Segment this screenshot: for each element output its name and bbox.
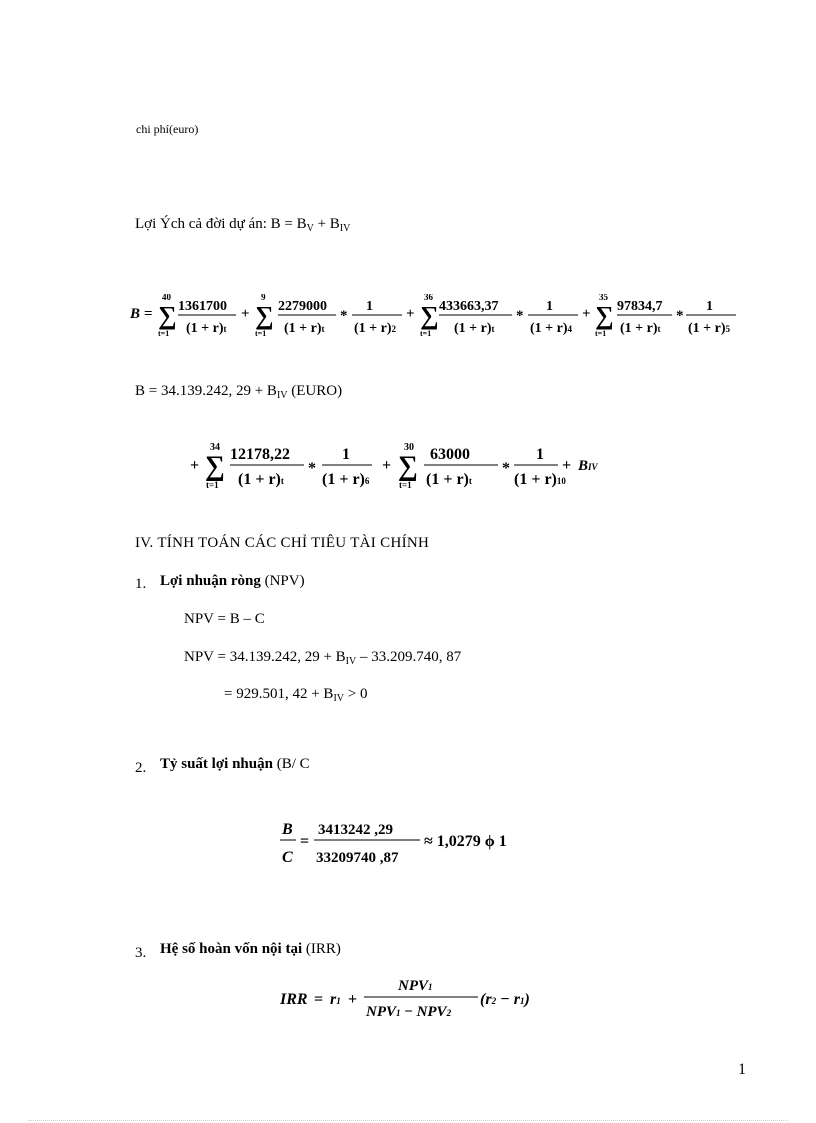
fraction-num: 433663,37: [439, 299, 499, 314]
npv-line: [224, 686, 367, 704]
plus-sign: +: [241, 306, 250, 322]
irr-formula: [278, 972, 558, 1024]
b-iv-term: BIV: [578, 458, 598, 474]
npv-rest: – 33.209.740, 87: [356, 649, 462, 665]
fraction-num: 1: [536, 446, 544, 463]
sum-lower: t=1: [595, 329, 607, 338]
list-item: [135, 760, 146, 777]
plus-sign: +: [348, 991, 358, 1008]
equals-sign: =: [300, 833, 310, 850]
irr-lhs: IRR: [280, 991, 308, 1008]
fraction-den: (1 + r)t: [454, 321, 495, 336]
sum-upper: 9: [261, 294, 266, 302]
item-suffix: (NPV): [260, 573, 305, 589]
formula-b: [128, 294, 768, 346]
footer-rule: [28, 1120, 788, 1121]
bc-result: ≈ 1,0279 ϕ 1: [424, 833, 507, 850]
sum-lower: t=1: [255, 329, 267, 338]
bc-lhs-num: B: [282, 821, 293, 838]
formula-b2: [188, 440, 628, 496]
fraction-den: (1 + r)t: [284, 321, 325, 336]
plus-sign: +: [406, 306, 415, 322]
fraction-den: (1 + r)6: [322, 471, 370, 488]
fraction-den: (1 + r)5: [688, 321, 731, 336]
fraction-den: 33209740 ,87: [316, 850, 399, 866]
sigma-icon: ∑: [398, 451, 418, 482]
fraction-num: 1361700: [178, 299, 227, 314]
header-note: chi phí(euro): [136, 122, 199, 136]
item-number: 1.: [135, 576, 147, 592]
npv-sub: IV: [345, 656, 357, 667]
npv-sub: IV: [333, 693, 344, 704]
sum-upper: 40: [162, 294, 171, 302]
sum-lower: t=1: [399, 480, 412, 490]
fraction-num: 3413242 ,29: [318, 822, 393, 838]
fraction-num: NPV1: [398, 978, 433, 994]
plus-sign: +: [562, 457, 572, 474]
fraction-den: (1 + r)10: [514, 471, 566, 488]
page-number: 1: [738, 1061, 746, 1078]
item-number: 2.: [135, 760, 147, 776]
multiply-sign: *: [340, 308, 348, 324]
fraction-num: 97834,7: [617, 299, 663, 314]
benefit-intro: [135, 216, 350, 234]
npv-line: [184, 649, 461, 667]
sum-upper: 35: [599, 294, 608, 302]
fraction-num: 2279000: [278, 299, 327, 314]
item-title: [160, 941, 341, 958]
fraction-num: 1: [706, 299, 713, 314]
sum-upper: 36: [424, 294, 433, 302]
fraction-den: NPV1 − NPV2: [366, 1004, 452, 1020]
sum-lower: t=1: [420, 329, 432, 338]
sigma-icon: ∑: [158, 301, 177, 330]
fraction-num: 1: [366, 299, 373, 314]
irr-paren: (r2 − r1): [480, 991, 530, 1008]
sum-upper: 34: [210, 442, 220, 453]
fraction-den: (1 + r)t: [426, 471, 472, 488]
b-value-sub: IV: [276, 390, 288, 401]
benefit-intro-text: Lợi Ých cả đời dự án: B = B: [135, 216, 307, 232]
sum-lower: t=1: [158, 329, 170, 338]
item-title: [160, 756, 310, 773]
plus-sign: +: [190, 457, 200, 474]
npv-text: = 929.501, 42 + B: [224, 686, 334, 702]
fraction-den: (1 + r)t: [620, 321, 661, 336]
item-suffix: (B/ C: [272, 756, 310, 772]
fraction-num: 63000: [430, 446, 470, 463]
item-suffix: (IRR): [302, 941, 341, 957]
equals-sign: =: [144, 306, 153, 322]
item-title: [160, 573, 305, 590]
plus-sign: +: [582, 306, 591, 322]
list-item: [135, 576, 146, 593]
sum-lower: t=1: [206, 480, 219, 490]
npv-text: NPV = 34.139.242, 29 + B: [184, 649, 346, 665]
fraction-den: (1 + r)4: [530, 321, 573, 336]
sub-v: V: [306, 223, 314, 234]
multiply-sign: *: [308, 460, 316, 477]
section-heading: IV. TÍNH TOÁN CÁC CHỈ TIÊU TÀI CHÍNH: [135, 535, 430, 551]
bc-formula: [278, 814, 538, 870]
equals-sign: =: [314, 991, 324, 1008]
sigma-icon: ∑: [595, 301, 614, 330]
npv-line: NPV = B – C: [184, 611, 265, 627]
plus-sign: +: [382, 457, 392, 474]
b-value: [135, 383, 342, 401]
sigma-icon: ∑: [255, 301, 274, 330]
multiply-sign: *: [502, 460, 510, 477]
sum-upper: 30: [404, 442, 414, 453]
multiply-sign: *: [676, 308, 684, 324]
item-number: 3.: [135, 945, 147, 961]
item-title-bold: Tỷ suất lợi nhuận: [160, 756, 273, 772]
fraction-den: (1 + r)2: [354, 321, 397, 336]
npv-rest: > 0: [344, 686, 368, 702]
fraction-num: 1: [342, 446, 350, 463]
formula-b-lhs: B: [130, 306, 141, 322]
item-title-bold: Lợi nhuận ròng: [160, 573, 261, 589]
fraction-num: 12178,22: [230, 446, 290, 463]
sigma-icon: ∑: [420, 301, 439, 330]
item-title-bold: Hệ số hoàn vốn nội tại: [160, 941, 303, 957]
fraction-den: (1 + r)t: [238, 471, 284, 488]
sigma-icon: ∑: [205, 451, 225, 482]
fraction-num: 1: [546, 299, 553, 314]
bc-lhs-den: C: [282, 849, 293, 866]
b-value-unit: (EURO): [287, 383, 343, 399]
fraction-den: (1 + r)t: [186, 321, 227, 336]
b-value-text: B = 34.139.242, 29 + B: [135, 383, 277, 399]
benefit-plus: + B: [313, 216, 340, 232]
multiply-sign: *: [516, 308, 524, 324]
list-item: [135, 945, 146, 962]
sub-iv: IV: [339, 223, 351, 234]
r1-term: r1: [330, 991, 341, 1008]
